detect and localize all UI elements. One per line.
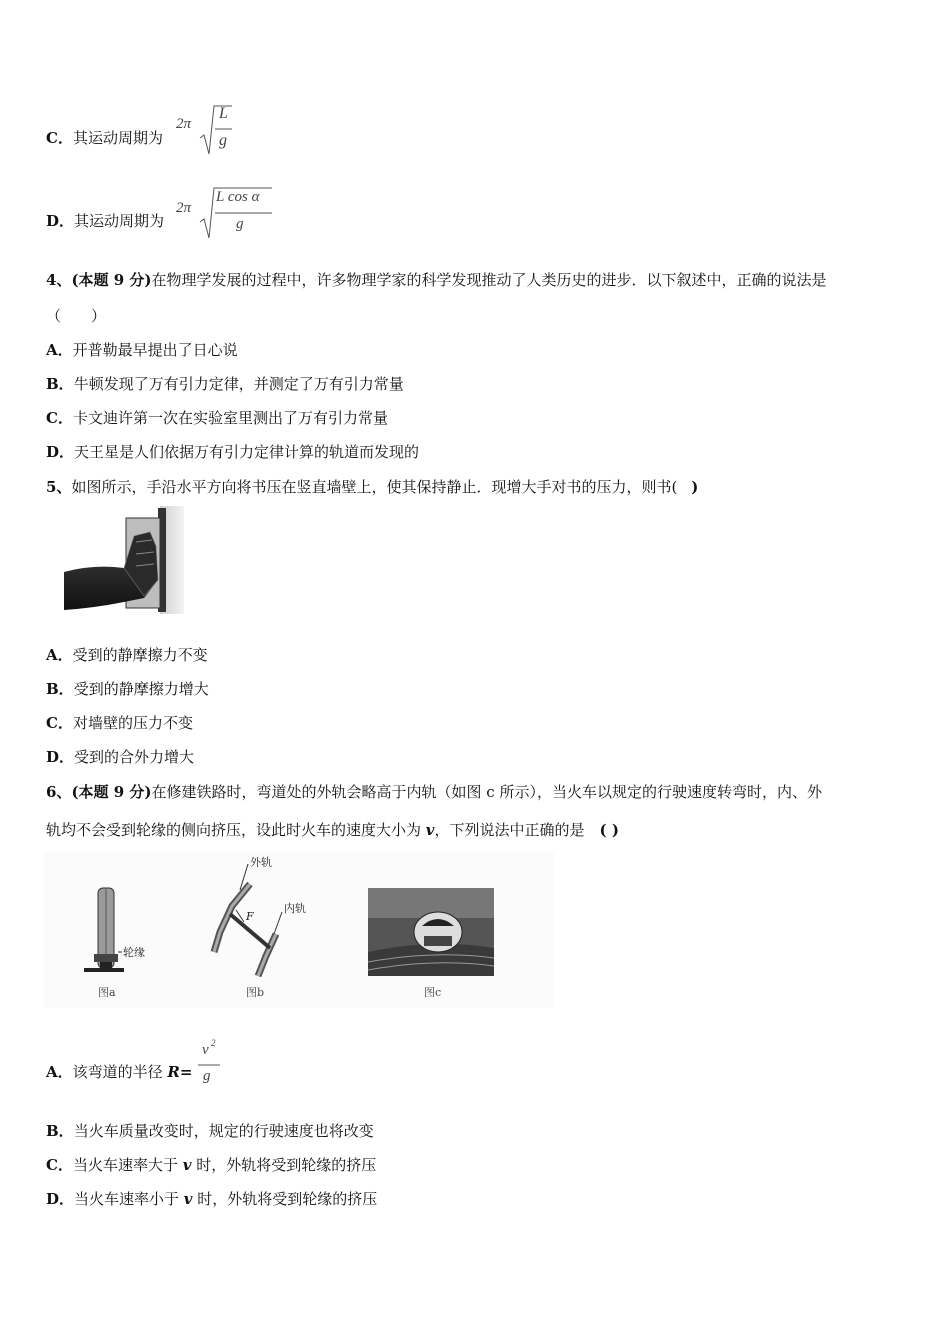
q3-option-c: [46, 128, 163, 148]
option-label: D．: [46, 1190, 75, 1208]
q3-c-period-formula: [176, 104, 236, 156]
option-text-rest: 时，外轨将受到轮缘的挤压: [192, 1190, 378, 1208]
figure-b-caption: 图b: [246, 986, 265, 999]
fraction-denominator: g: [203, 1068, 211, 1084]
question-text: 轨均不会受到轮缘的侧向挤压，设此时火车的速度大小为: [46, 821, 426, 839]
q6-option-b: [46, 1121, 374, 1141]
figure-b-inner-rail-label: 内轨: [284, 902, 306, 915]
fraction-bar-icon: [198, 1064, 222, 1066]
radius-fraction-formula: [198, 1038, 228, 1092]
option-label: A．: [46, 1063, 73, 1081]
option-text: 当火车质量改变时，规定的行驶速度也将改变: [73, 1122, 374, 1140]
fraction-numerator: v: [202, 1042, 209, 1058]
question-paren-close: ): [691, 478, 699, 496]
option-label: B．: [46, 1122, 74, 1140]
option-label: A．: [46, 341, 73, 359]
option-text: 牛顿发现了万有引力定律，并测定了万有引力常量: [73, 375, 404, 393]
option-text: 卡文迪许第一次在实验室里测出了万有引力常量: [72, 409, 388, 427]
question-text: 在修建铁路时，弯道处的外轨会略高于内轨（如图 c 所示），当火车以规定的行驶速度转弯时，内、外: [151, 783, 822, 801]
q5-option-a: [46, 645, 208, 665]
question-number: 4、: [46, 271, 72, 289]
formula-coefficient: 2π: [176, 200, 192, 216]
hand-pressing-book-figure: [64, 506, 184, 614]
question-score: (本题 9 分): [71, 271, 152, 289]
q3-d-period-formula: [176, 186, 276, 240]
option-label: C．: [46, 409, 73, 427]
option-label: B．: [46, 375, 74, 393]
option-label: A．: [46, 646, 73, 664]
question-text: 如图所示，手沿水平方向将书压在竖直墙壁上，使其保持静止．现增大手对书的压力，则书(: [71, 478, 678, 496]
q5-stem: [46, 477, 698, 497]
q6-option-d: [46, 1189, 377, 1209]
q4-option-c: [46, 408, 388, 428]
option-label: C．: [46, 1156, 73, 1174]
q3-option-d: [46, 211, 164, 231]
question-number: 5、: [46, 478, 72, 496]
figure-c-caption: 图c: [424, 986, 442, 999]
formula-coefficient: 2π: [176, 116, 192, 132]
q4-option-b: [46, 374, 404, 394]
option-text: 开普勒最早提出了日心说: [72, 341, 238, 359]
option-text: 当火车速率大于: [72, 1156, 183, 1174]
railway-curve-figure: [44, 852, 554, 1008]
fraction-exponent: 2: [211, 1038, 216, 1048]
velocity-variable: v: [182, 1156, 192, 1174]
formula-denominator: g: [236, 216, 244, 232]
velocity-variable: v: [183, 1190, 193, 1208]
option-label: C．: [46, 129, 73, 147]
radius-variable: R: [167, 1063, 180, 1081]
q5-option-b: [46, 679, 209, 699]
q6-stem-line2: [46, 820, 619, 840]
question-text-rest: ，下列说法中正确的是: [434, 821, 600, 839]
option-text: 天王星是人们依据万有引力定律计算的轨道而发现的: [74, 443, 420, 461]
formula-numerator: L: [219, 105, 228, 122]
q5-option-c: [46, 713, 193, 733]
option-text: 当火车速率小于: [74, 1190, 184, 1208]
option-text: 受到的合外力增大: [74, 748, 195, 766]
option-text: 该弯道的半径: [72, 1063, 168, 1081]
velocity-variable: v: [425, 821, 435, 839]
figure-b-force-label: F: [246, 910, 254, 923]
option-text: 其运动周期为: [72, 129, 163, 147]
q6-stem-line1: [46, 782, 822, 802]
figure-a-caption: 图a: [98, 986, 116, 999]
option-text: 受到的静摩擦力不变: [72, 646, 208, 664]
q4-answer-paren: （ ）: [46, 307, 107, 325]
q4-stem: [46, 270, 827, 290]
figure-a-flange-label: 轮缘: [123, 946, 145, 959]
option-label: B．: [46, 680, 74, 698]
option-label: D．: [46, 212, 75, 230]
sqrt-icon: [198, 104, 234, 156]
q5-option-d: [46, 747, 194, 767]
option-text: 受到的静摩擦力增大: [73, 680, 209, 698]
q6-option-a: [46, 1062, 192, 1082]
option-text: 对墙壁的压力不变: [72, 714, 193, 732]
q4-option-a: [46, 340, 238, 360]
option-text: 其运动周期为: [74, 212, 165, 230]
option-label: D．: [46, 748, 75, 766]
equals-sign: =: [179, 1063, 193, 1081]
option-text-rest: 时，外轨将受到轮缘的挤压: [191, 1156, 377, 1174]
figure-b-outer-rail-label: 外轨: [250, 856, 272, 869]
question-score: (本题 9 分): [71, 783, 152, 801]
formula-numerator: L cos α: [216, 189, 260, 205]
q4-option-d: [46, 442, 419, 462]
q6-option-c: [46, 1155, 376, 1175]
option-label: D．: [46, 443, 75, 461]
formula-denominator: g: [219, 132, 227, 149]
question-text: 在物理学发展的过程中，许多物理学家的科学发现推动了人类历史的进步．以下叙述中，正确的说法是: [151, 271, 827, 289]
question-paren: ( ): [599, 821, 619, 839]
question-number: 6、: [46, 783, 72, 801]
option-label: C．: [46, 714, 73, 732]
